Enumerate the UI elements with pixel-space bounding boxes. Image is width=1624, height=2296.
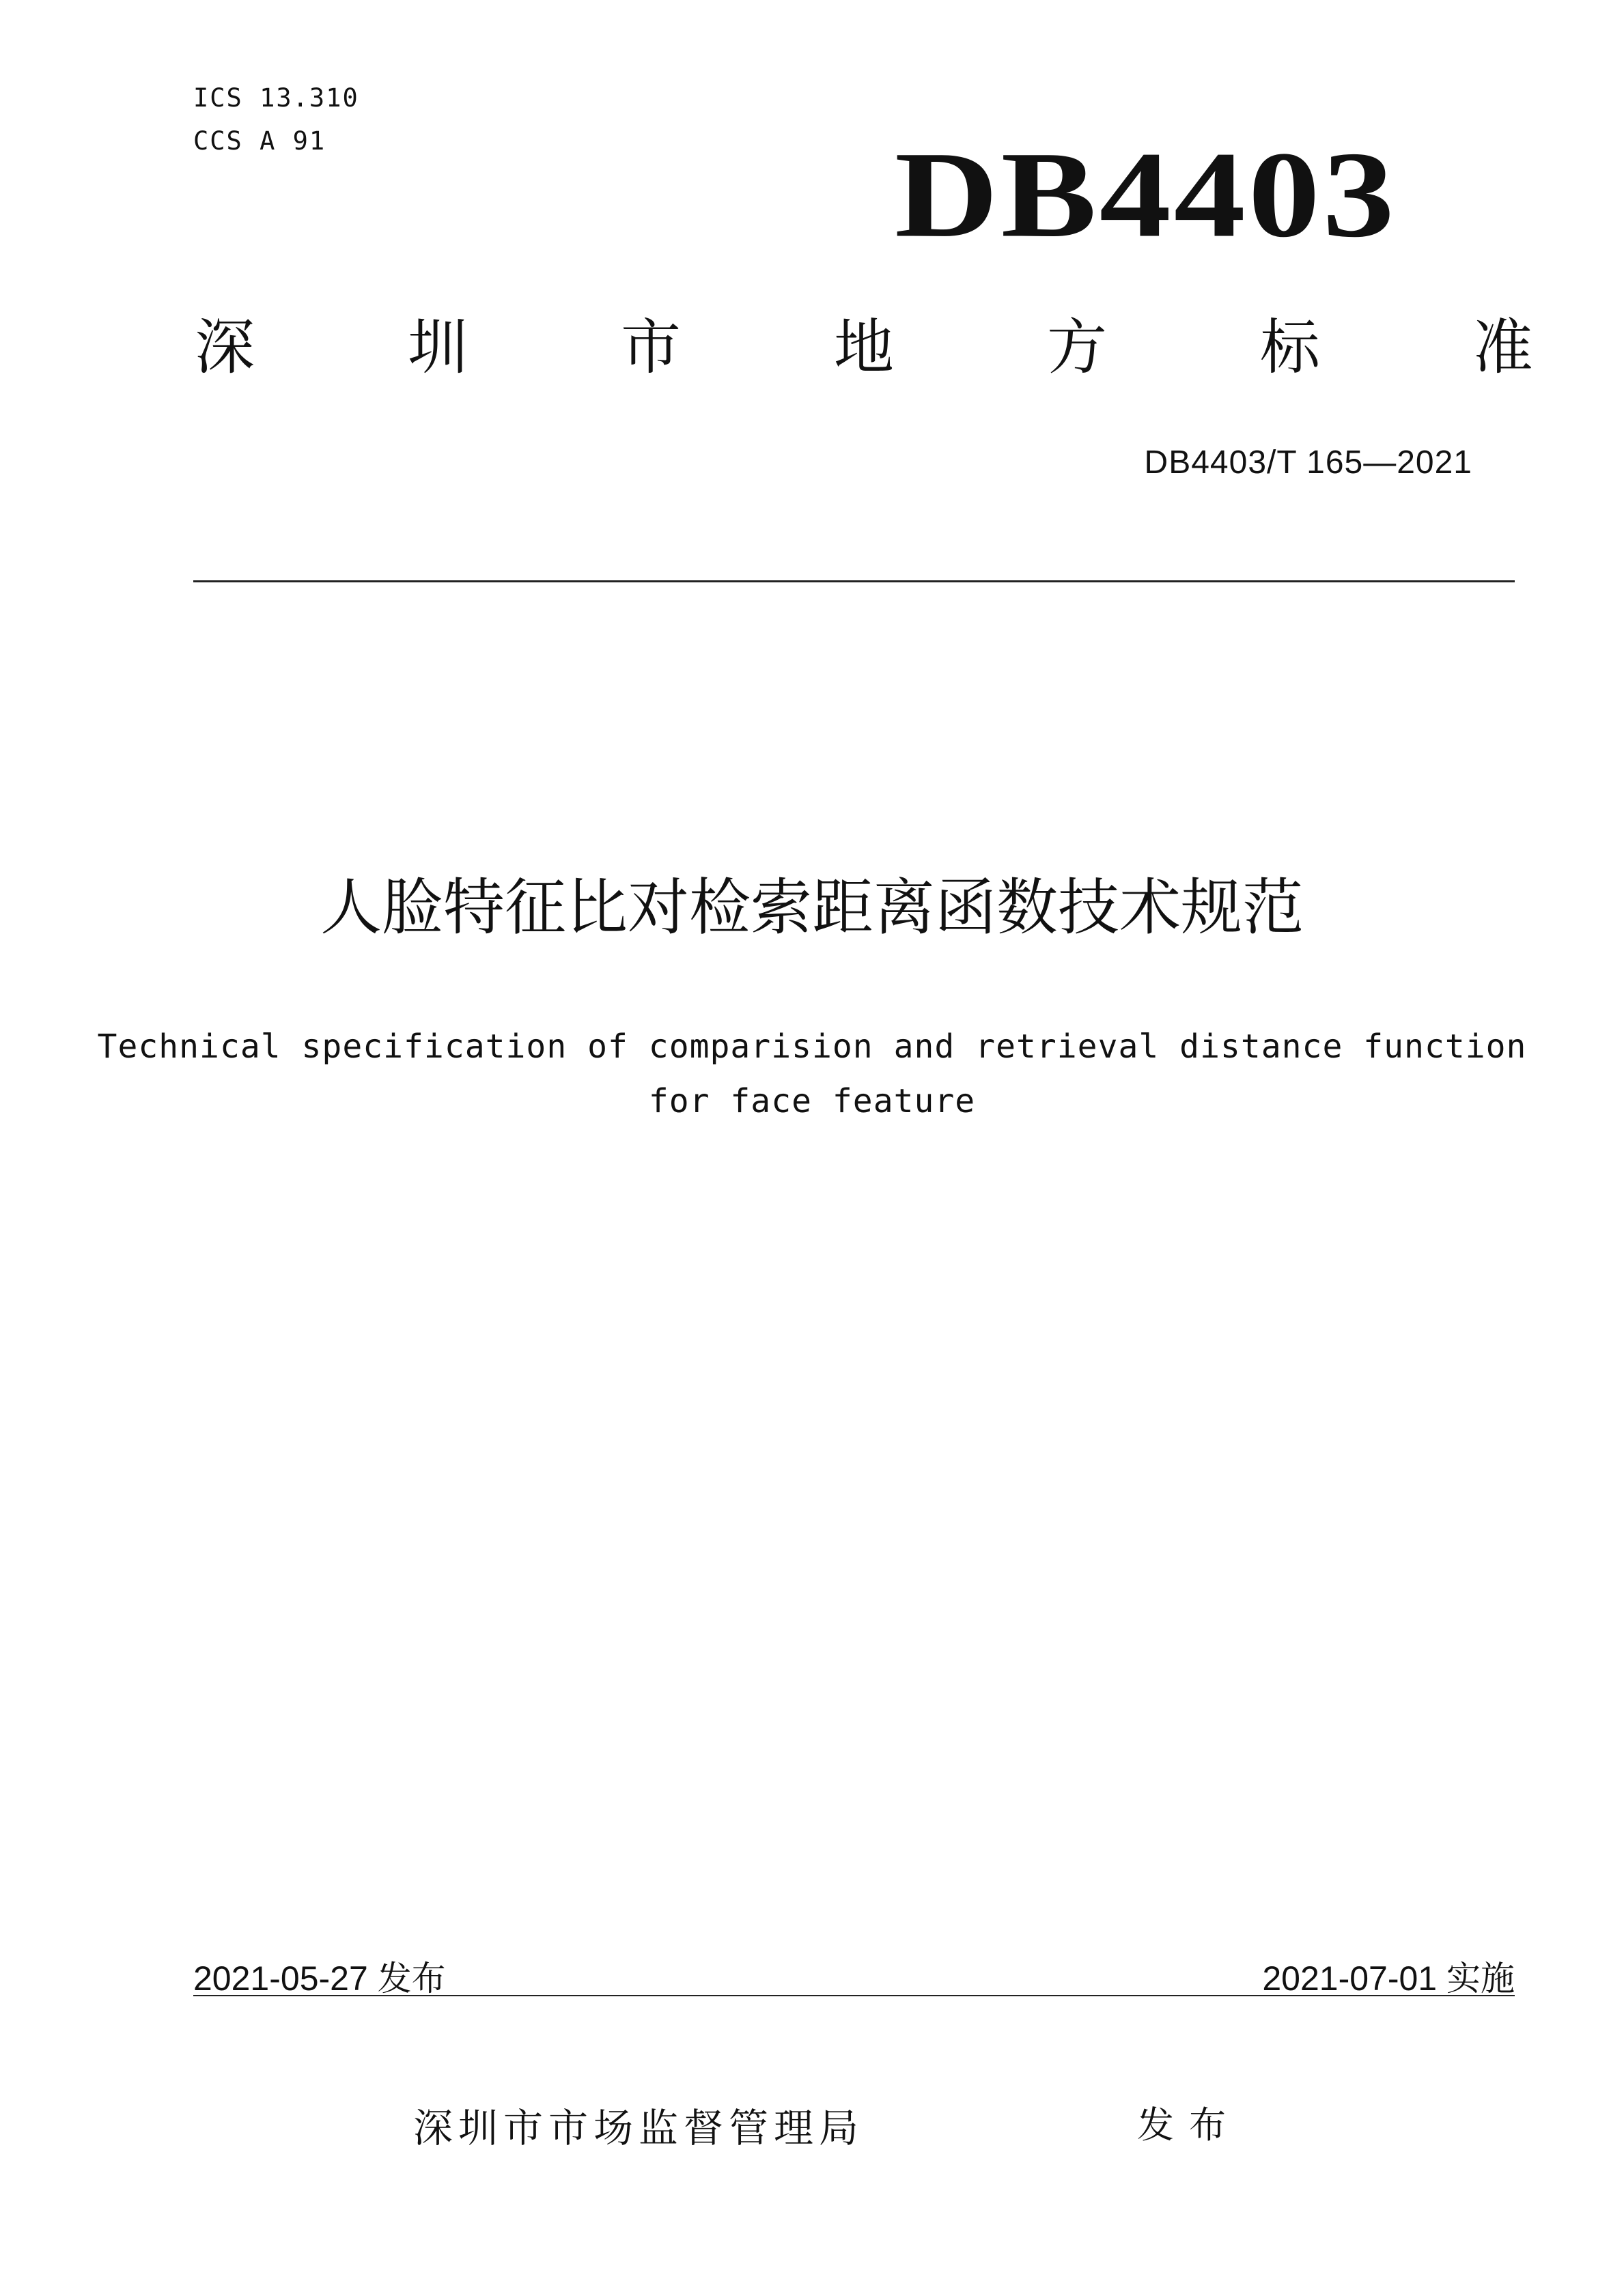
standard-type-char: 圳 bbox=[407, 312, 468, 382]
title-english-line-2: for face feature bbox=[648, 1082, 976, 1120]
title-chinese: 人脸特征比对检索距离函数技术规范 bbox=[320, 872, 1304, 944]
standard-type-char: 地 bbox=[833, 312, 894, 382]
standard-type-char: 市 bbox=[620, 312, 681, 382]
issuing-authority: 深圳市市场监督管理局 bbox=[413, 2105, 865, 2151]
standard-code-heading: DB4403 bbox=[895, 126, 1397, 264]
standard-number: DB4403/T 165—2021 bbox=[1144, 444, 1472, 481]
implementation-date: 2021-07-01 实施 bbox=[1262, 1959, 1515, 1998]
standard-type-char: 方 bbox=[1046, 312, 1107, 382]
header-divider bbox=[193, 580, 1515, 582]
standard-type-char: 准 bbox=[1472, 312, 1533, 382]
ics-code: ICS 13.310 bbox=[193, 83, 359, 113]
ccs-code: CCS A 91 bbox=[193, 126, 326, 156]
standard-type-char: 标 bbox=[1259, 312, 1320, 382]
standard-type-heading bbox=[195, 312, 1533, 382]
date-divider bbox=[193, 1995, 1515, 1996]
title-english-line-1: Technical specification of comparision and retrieval distance function bbox=[97, 1027, 1527, 1066]
issue-label: 发布 bbox=[1137, 2103, 1241, 2146]
issue-date: 2021-05-27 发布 bbox=[193, 1959, 446, 1998]
standard-type-char: 深 bbox=[195, 312, 255, 382]
